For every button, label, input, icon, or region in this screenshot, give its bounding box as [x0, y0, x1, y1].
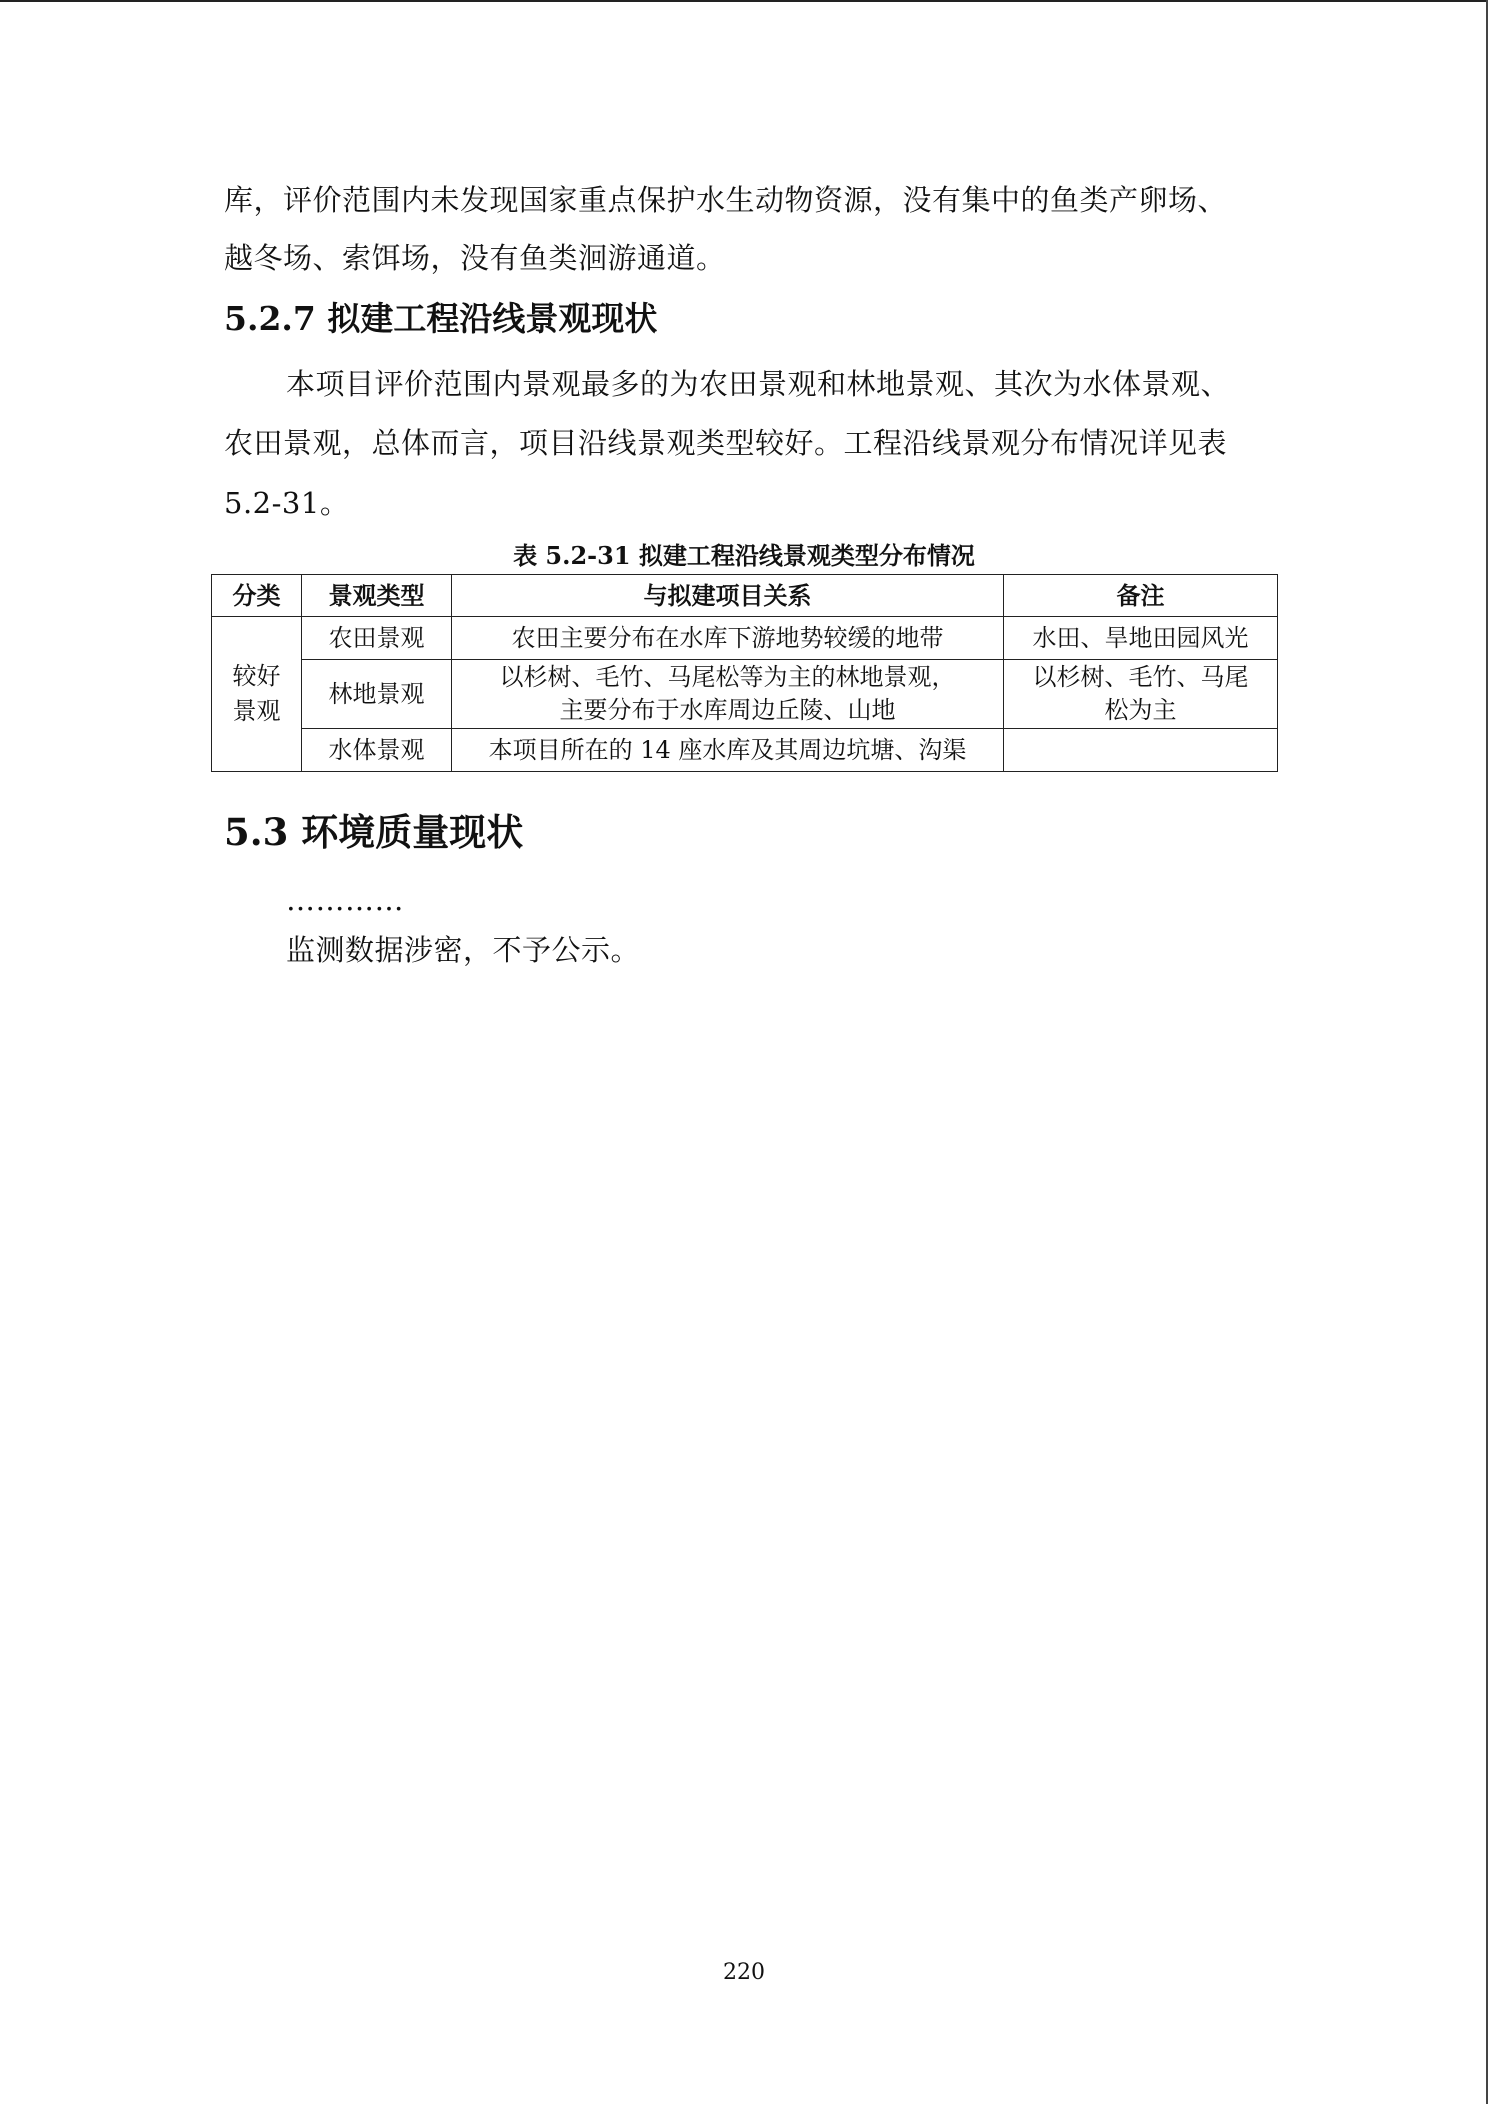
- secret-data-note: 监测数据涉密，不予公示。: [286, 933, 641, 967]
- relation-line: 以杉树、毛竹、马尾松等为主的林地景观，: [499, 663, 956, 691]
- paragraph-line: 库，评价范围内未发现国家重点保护水生动物资源，没有集中的鱼类产卵场、: [224, 183, 1228, 217]
- relation-line: 本项目所在的 14 座水库及其周边坑塘、沟渠: [488, 735, 967, 764]
- table-row: [212, 729, 1278, 772]
- paragraph-line: 5.2-31。: [224, 486, 350, 520]
- landscape-type-cell: 农田景观: [302, 617, 452, 660]
- ellipsis-line: …………: [286, 883, 404, 917]
- paragraph-line: 本项目评价范围内景观最多的为农田景观和林地景观、其次为水体景观、: [286, 367, 1231, 401]
- note-line: 水田、旱地田园风光: [1032, 623, 1249, 652]
- relation-cell: [452, 660, 1004, 729]
- paragraph-line: 越冬场、索饵场，没有鱼类洄游通道。: [224, 241, 726, 275]
- column-header-relation: 与拟建项目关系: [452, 575, 1004, 617]
- category-cell: [212, 617, 302, 772]
- note-cell: [1004, 617, 1278, 660]
- table-row: [212, 617, 1278, 660]
- relation-cell: [452, 617, 1004, 660]
- column-header-note: 备注: [1004, 575, 1278, 617]
- table-header-row: [212, 575, 1278, 617]
- section-heading-5-3: 5.3 环境质量现状: [224, 810, 524, 854]
- top-border-line: [0, 0, 1488, 2]
- column-header-category: 分类: [212, 575, 302, 617]
- column-header-landscape-type: 景观类型: [302, 575, 452, 617]
- note-line: 松为主: [1104, 696, 1177, 724]
- note-cell: [1004, 729, 1278, 772]
- paragraph-line: 农田景观，总体而言，项目沿线景观类型较好。工程沿线景观分布情况详见表: [224, 426, 1228, 460]
- landscape-type-cell: 林地景观: [302, 660, 452, 729]
- relation-cell: [452, 729, 1004, 772]
- page-number: 220: [723, 1960, 765, 1985]
- relation-line: 农田主要分布在水库下游地势较缓的地带: [511, 623, 944, 652]
- table-caption: 表 5.2-31 拟建工程沿线景观类型分布情况: [513, 541, 975, 570]
- relation-line: 主要分布于水库周边丘陵、山地: [559, 696, 896, 724]
- section-heading-5-2-7: 5.2.7 拟建工程沿线景观现状: [224, 299, 658, 338]
- note-line: 以杉树、毛竹、马尾: [1032, 663, 1249, 691]
- category-label: 较好景观: [232, 662, 281, 725]
- note-cell: [1004, 660, 1278, 729]
- table-row: [212, 660, 1278, 729]
- landscape-type-cell: 水体景观: [302, 729, 452, 772]
- landscape-type-table: [211, 574, 1278, 772]
